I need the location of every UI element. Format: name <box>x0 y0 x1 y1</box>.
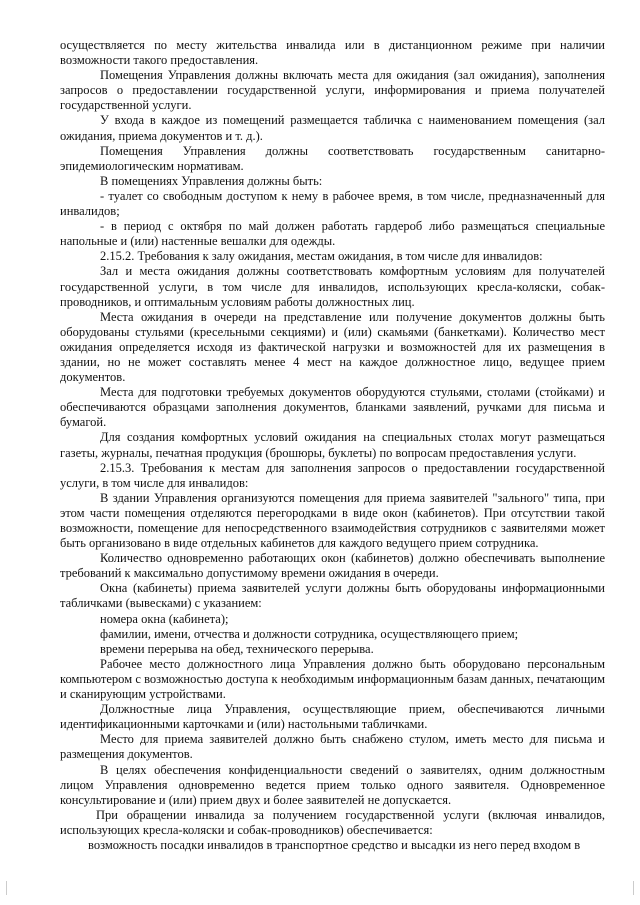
paragraph-sanitary: Помещения Управления должны соответствовать государственным санитарно-эпидемиологическим нормативам. <box>60 143 605 173</box>
paragraph-continuation: осуществляется по месту жительства инвалида или в дистанционном режиме при наличии возможности такого предоставления. <box>60 38 605 68</box>
paragraph-signboard: У входа в каждое из помещений размещается табличка с наименованием помещения (зал ожидания, приема документов и т. д.). <box>60 113 605 143</box>
paragraph-window-plates: Окна (кабинеты) приема заявителей услуги должны быть оборудованы информационными табличками (вывесками) с указанием: <box>60 581 605 611</box>
paragraph-confidentiality: В целях обеспечения конфиденциальности сведений о заявителях, одним должностным лицом Управления одновременно ведется прием только одного заявителя. Одновременное консультирование и (или) прием двух и более заявителей не допускается. <box>60 762 605 807</box>
section-heading-2-15-2: 2.15.2. Требования к залу ожидания, местам ожидания, в том числе для инвалидов: <box>100 249 543 264</box>
section-heading-2-15-3: 2.15.3. Требования к местам для заполнения запросов о предоставлении государственной услуги, в том числе для инвалидов: <box>60 460 605 490</box>
paragraph-transport: возможность посадки инвалидов в транспортное средство и высадки из него перед входом в <box>88 837 581 852</box>
paragraph-hall-type: В здании Управления организуются помещения для приема заявителей "зального" типа, при этом части помещения отделяются перегородками в виде окон (кабинетов). При отсутствии такой возможности, помещение для непосредственного взаимодействия сотрудников с заявителями может быть организовано в виде отдельных кабинетов для каждого ведущего прием сотрудника. <box>60 490 605 551</box>
paragraph-premises: Помещения Управления должны включать места для ожидания (зал ожидания), заполнения запросов о предоставлении государственной услуги, информирования и приема получателей государственной услуги. <box>60 68 605 113</box>
paragraph-must-have: В помещениях Управления должны быть: <box>100 173 323 188</box>
paragraph-workplace: Рабочее место должностного лица Управления должно быть оборудовано персональным компьютером с возможностью доступа к необходимым информационным базам данных, печатающим и сканирующим устройствами. <box>60 656 605 702</box>
paragraph-windows-count: Количество одновременно работающих окон (кабинетов) должно обеспечивать выполнение требований к максимально допустимому времени ожидания в очереди. <box>60 551 605 581</box>
paragraph-id-cards: Должностные лица Управления, осуществляющие прием, обеспечиваются личными идентификационными карточками и (или) настольными табличками. <box>60 702 605 732</box>
paragraph-waiting-places: Места ожидания в очереди на представление или получение документов должны быть оборудованы стульями (кресельными секциями) и (или) скамьями (банкетками). Количество мест ожидания определяется исходя из фактической нагрузки и возможностей для их размещения в здании, но не может составлять менее 4 мест на каждое должностное лицо, ведущее прием документов. <box>60 309 605 385</box>
paragraph-preparation-places: Места для подготовки требуемых документов оборудуются стульями, столами (стойками) и обеспечиваются образцами заполнения документов, бланками заявлений, ручками для письма и бумагой. <box>60 385 605 430</box>
scan-edge-mark <box>633 881 634 895</box>
paragraph-disabled-access: При обращении инвалида за получением государственной услуги (включая инвалидов, использующих кресла-коляски и собак-проводников) обеспечивается: <box>60 807 605 837</box>
paragraph-waiting-hall: Зал и места ожидания должны соответствовать комфортным условиям для получателей государственной услуги, в том числе для инвалидов, использующих кресла-коляски, собак-проводников, и оптимальным условиям работы должностных лиц. <box>60 264 605 309</box>
list-item: номера окна (кабинета); <box>100 611 229 626</box>
paragraph-comfort: Для создания комфортных условий ожидания на специальных столах могут размещаться газеты, журналы, печатная продукция (брошюры, буклеты) по вопросам предоставления услуги. <box>60 430 605 460</box>
scan-edge-mark <box>6 881 7 895</box>
paragraph-toilet: - туалет со свободным доступом к нему в рабочее время, в том числе, предназначенный для инвалидов; <box>60 188 605 219</box>
paragraph-wardrobe: - в период с октября по май должен работать гардероб либо размещаться специальные напольные и (или) настенные вешалки для одежды. <box>60 219 605 249</box>
list-item: фамилии, имени, отчества и должности сотрудника, осуществляющего прием; <box>100 626 519 641</box>
document-body <box>60 38 605 853</box>
paragraph-reception-place: Место для приема заявителей должно быть снабжено стулом, иметь место для письма и размещения документов. <box>60 732 605 762</box>
list-item: времени перерыва на обед, технического перерыва. <box>100 641 374 656</box>
